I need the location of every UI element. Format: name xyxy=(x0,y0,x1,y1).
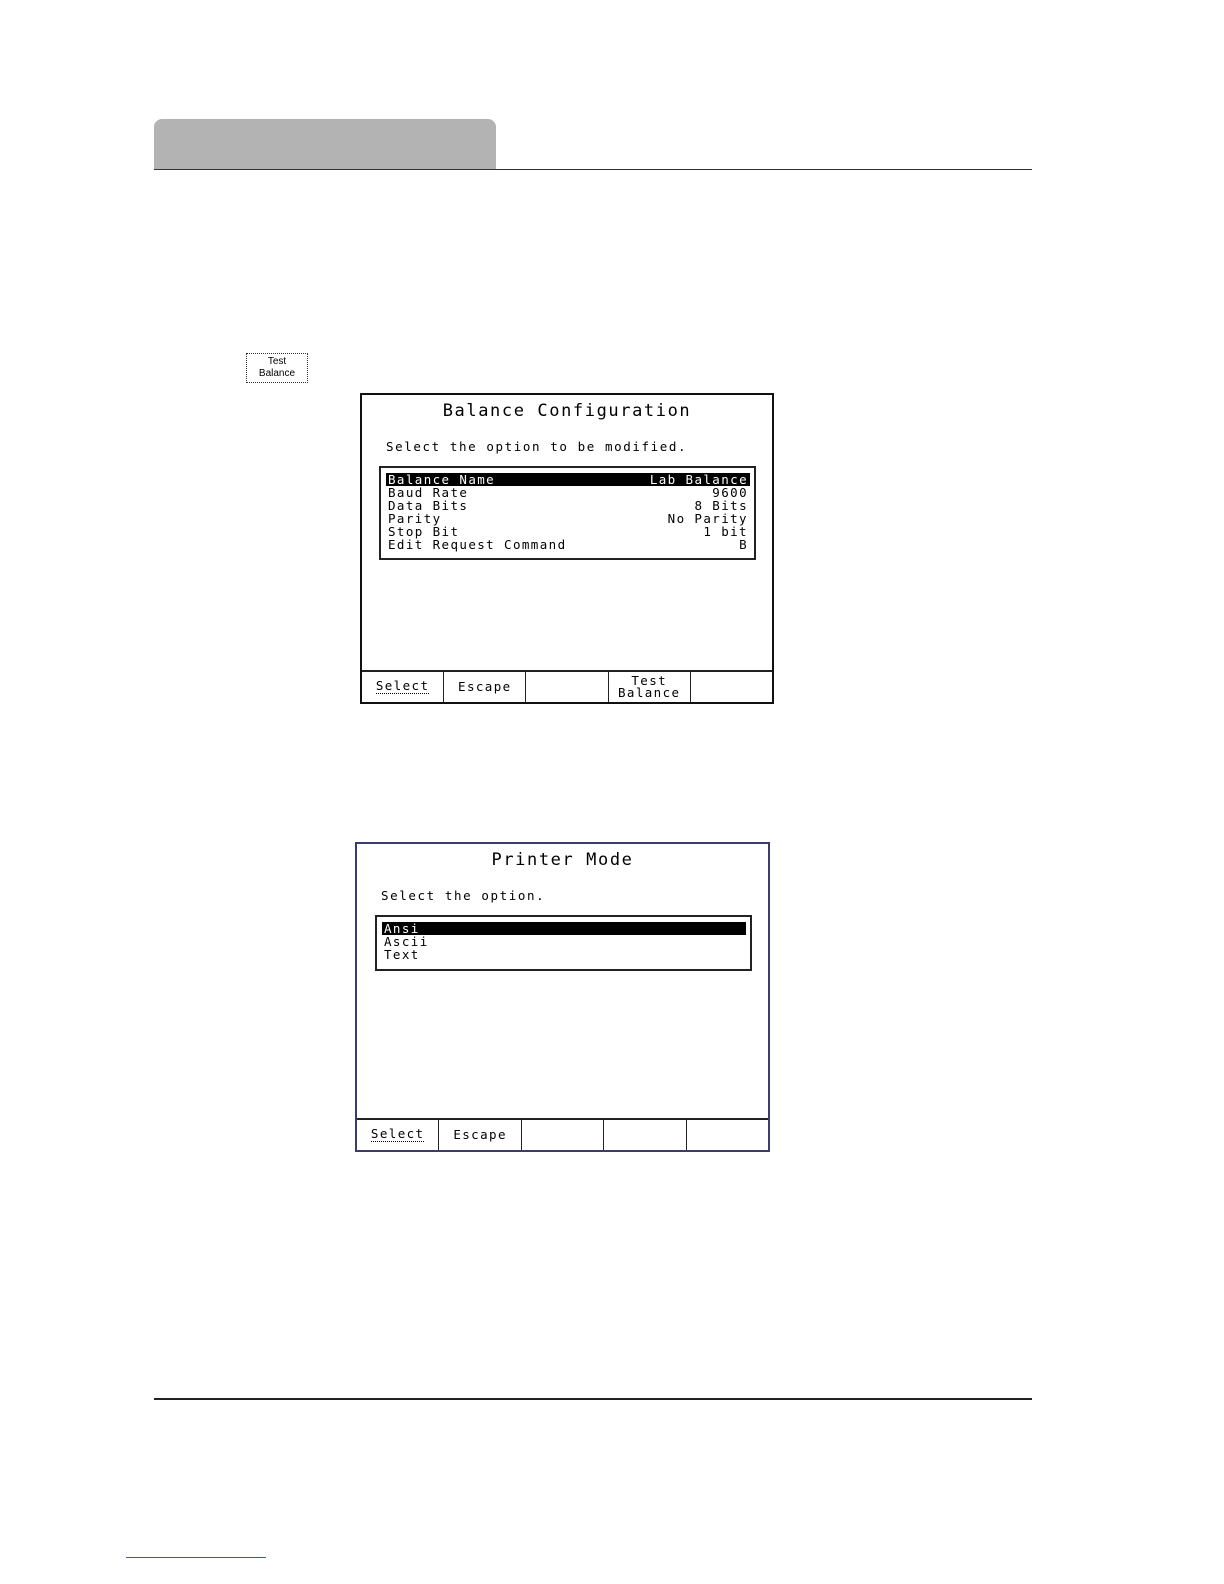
option-label: Ansi xyxy=(384,921,420,936)
key-icon-line1: Test xyxy=(267,356,287,367)
option-value: 1 bit xyxy=(703,524,748,539)
blank-softkey-5[interactable] xyxy=(691,672,772,702)
key-icon-line2: Balance xyxy=(258,368,296,379)
softkey-bar xyxy=(357,1118,768,1150)
test-balance-key-icon xyxy=(246,353,308,383)
option-value: 9600 xyxy=(712,485,748,500)
option-label: Data Bits xyxy=(388,498,469,513)
option-list xyxy=(379,466,756,560)
option-label: Balance Name xyxy=(388,472,496,487)
header-divider xyxy=(154,169,1032,170)
softkey-label: Test Balance xyxy=(617,673,681,700)
escape-softkey[interactable] xyxy=(439,1120,521,1150)
option-label: Stop Bit xyxy=(388,524,460,539)
option-value: B xyxy=(739,537,748,552)
option-value: No Parity xyxy=(667,511,748,526)
option-label: Ascii xyxy=(384,934,429,949)
blank-softkey-3[interactable] xyxy=(526,672,608,702)
blank-softkey-3[interactable] xyxy=(522,1120,604,1150)
option-value: 8 Bits xyxy=(694,498,748,513)
test-balance-softkey[interactable] xyxy=(609,672,691,702)
printer-mode-screen xyxy=(355,842,770,1152)
section-header-tab xyxy=(154,119,496,169)
footer-divider xyxy=(154,1398,1032,1400)
option-ansi[interactable] xyxy=(382,922,746,935)
blank-softkey-4[interactable] xyxy=(604,1120,686,1150)
balance-configuration-screen xyxy=(360,393,774,704)
softkey-label: Escape xyxy=(453,1127,507,1142)
option-list xyxy=(375,915,752,971)
option-text[interactable] xyxy=(382,948,746,961)
screen-prompt: Select the option. xyxy=(381,888,546,903)
escape-softkey[interactable] xyxy=(444,672,526,702)
softkey-bar xyxy=(362,670,772,702)
select-softkey[interactable] xyxy=(362,672,444,702)
softkey-label: Select xyxy=(375,678,430,693)
select-softkey[interactable] xyxy=(357,1120,439,1150)
softkey-label: Select xyxy=(370,1126,425,1141)
screen-title: Printer Mode xyxy=(491,850,634,870)
footer-link-underline xyxy=(126,1557,266,1558)
screen-prompt: Select the option to be modified. xyxy=(386,439,688,454)
option-label: Baud Rate xyxy=(388,485,469,500)
screen-title: Balance Configuration xyxy=(442,401,692,421)
option-label: Parity xyxy=(388,511,442,526)
option-label: Edit Request Command xyxy=(388,537,567,552)
blank-softkey-5[interactable] xyxy=(687,1120,768,1150)
option-label: Text xyxy=(384,947,420,962)
option-value: Lab Balance xyxy=(649,472,748,487)
option-edit-request-command[interactable] xyxy=(386,538,750,551)
option-ascii[interactable] xyxy=(382,935,746,948)
softkey-label: Escape xyxy=(458,679,512,694)
